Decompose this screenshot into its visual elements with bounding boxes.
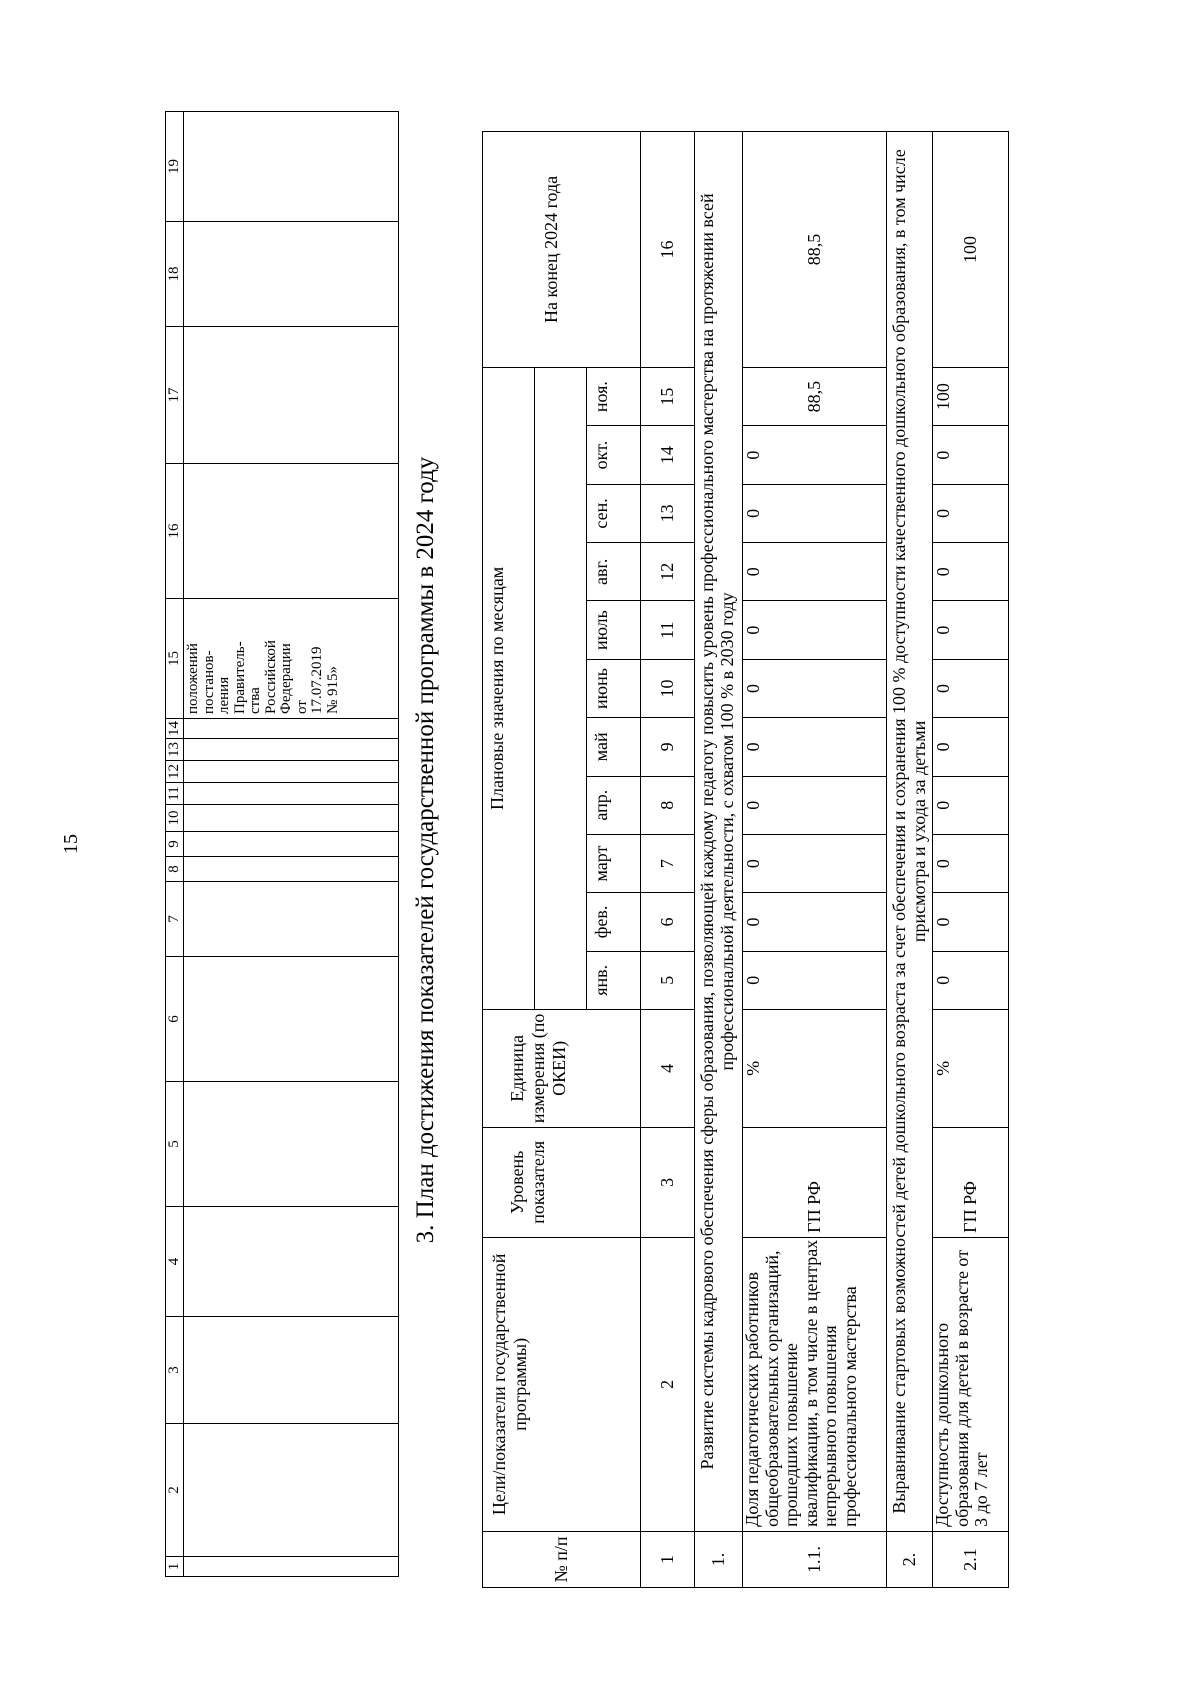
indicator-total: 88,5 (743, 132, 887, 368)
col-index: 11 (166, 783, 184, 805)
index-cell: 5 (641, 951, 695, 1009)
month-value: 0 (933, 426, 1009, 484)
goal-num: 1. (695, 1531, 743, 1587)
indicator-level: ГП РФ (743, 1127, 887, 1237)
month-value: 0 (743, 543, 887, 601)
col-index: 4 (166, 1207, 184, 1317)
col-index: 19 (166, 112, 184, 222)
index-cell: 3 (641, 1127, 695, 1237)
page-number: 15 (60, 834, 82, 854)
continuation-header-row (166, 112, 184, 1577)
col-index: 7 (166, 882, 184, 957)
month-value: 0 (743, 834, 887, 892)
col-index: 5 (166, 1082, 184, 1207)
col-index: 12 (166, 761, 184, 783)
col-index: 16 (166, 464, 184, 599)
header-goal: Цели/показатели государственной программы) (483, 1237, 641, 1531)
month-value: 0 (933, 659, 1009, 717)
index-cell: 16 (641, 132, 695, 368)
index-cell: 12 (641, 543, 695, 601)
indicator-name: Доступность дошкольного образования для детей в возрасте от 3 до 7 лет (933, 1237, 1009, 1531)
col-index: 14 (166, 719, 184, 739)
indicator-level: ГП РФ (933, 1127, 1009, 1237)
month-feb: фев. (587, 893, 641, 951)
month-value: 0 (933, 893, 1009, 951)
month-value: 0 (743, 951, 887, 1009)
goal-row (887, 132, 933, 1588)
continuation-body-row (184, 112, 399, 1577)
month-value: 0 (933, 543, 1009, 601)
month-value: 0 (743, 426, 887, 484)
col-index: 10 (166, 805, 184, 832)
month-sep: сен. (587, 484, 641, 542)
month-jun: июнь (587, 659, 641, 717)
index-cell: 10 (641, 659, 695, 717)
header-end-of-year: На конец 2024 года (587, 132, 641, 368)
goal-num: 2. (887, 1531, 933, 1587)
indicator-num: 2.1 (933, 1531, 1009, 1587)
month-value: 0 (933, 834, 1009, 892)
month-apr: апр. (587, 776, 641, 834)
indicator-total: 100 (933, 132, 1009, 368)
indicator-unit: % (743, 1009, 887, 1127)
index-cell: 13 (641, 484, 695, 542)
month-value: 0 (743, 893, 887, 951)
goal-text: Выравнивание стартовых возможностей детей дошкольного возраста за счет обеспечения и сохранения 100 % доступности качественного дошкольного образования, в том числе присмотра и ухода за детьми (887, 132, 933, 1532)
col-index: 9 (166, 832, 184, 857)
plan-header-row (483, 132, 535, 1588)
plan-table (482, 131, 1009, 1588)
month-oct: окт. (587, 426, 641, 484)
header-level: Уровень показателя (483, 1127, 641, 1237)
index-cell: 14 (641, 426, 695, 484)
header-num: № п/п (483, 1531, 641, 1587)
index-cell: 7 (641, 834, 695, 892)
index-cell: 6 (641, 893, 695, 951)
index-cell: 2 (641, 1237, 695, 1531)
month-value: 0 (743, 659, 887, 717)
col-index: 18 (166, 222, 184, 327)
header-monthly: Плановые значения по месяцам (483, 367, 535, 1009)
month-jul: июль (587, 601, 641, 659)
col-index: 8 (166, 857, 184, 882)
note-cell: положений постанов- ления Правитель- ства Российской Федерации от 17.07.2019 № 915» (184, 599, 399, 719)
indicator-num: 1.1. (743, 1531, 887, 1587)
month-value: 0 (743, 718, 887, 776)
index-cell: 1 (641, 1531, 695, 1587)
month-value: 0 (933, 951, 1009, 1009)
plan-index-row (641, 132, 695, 1588)
index-cell: 11 (641, 601, 695, 659)
col-index: 3 (166, 1317, 184, 1424)
col-index: 17 (166, 327, 184, 464)
indicator-unit: % (933, 1009, 1009, 1127)
month-value: 88,5 (743, 367, 887, 426)
month-value: 0 (743, 776, 887, 834)
month-value: 0 (933, 484, 1009, 542)
goal-text: Развитие системы кадрового обеспечения сферы образования, позволяющей каждому педагогу повысить уровень профессионального мастерства на протяжении всей профессиональной деятельности, с охватом 100 % в 2030 году (695, 132, 743, 1532)
month-aug: авг. (587, 543, 641, 601)
col-index: 6 (166, 957, 184, 1082)
continuation-table (165, 111, 399, 1577)
indicator-name: Доля педагогических работников общеобразовательных организаций, прошедших повышение квалификации, в том числе в центрах непрерывного повышения профессионального мастерства (743, 1237, 887, 1531)
indicator-row (933, 132, 1009, 1588)
month-value: 100 (933, 367, 1009, 426)
header-unit: Единица измерения (по ОКЕИ) (483, 1009, 641, 1127)
month-value: 0 (743, 484, 887, 542)
index-cell: 9 (641, 718, 695, 776)
col-index: 15 (166, 599, 184, 719)
month-jan: янв. (587, 951, 641, 1009)
month-nov: ноя. (587, 367, 641, 426)
month-value: 0 (933, 601, 1009, 659)
col-index: 1 (166, 1557, 184, 1577)
index-cell: 15 (641, 367, 695, 426)
month-value: 0 (743, 601, 887, 659)
month-value: 0 (933, 718, 1009, 776)
index-cell: 4 (641, 1009, 695, 1127)
month-mar: март (587, 834, 641, 892)
goal-row (695, 132, 743, 1588)
col-index: 13 (166, 739, 184, 761)
index-cell: 8 (641, 776, 695, 834)
section-title: 3. План достижения показателей государственной программы в 2024 году (412, 456, 439, 1244)
month-value: 0 (933, 776, 1009, 834)
indicator-row (743, 132, 887, 1588)
month-may: май (587, 718, 641, 776)
col-index: 2 (166, 1424, 184, 1557)
